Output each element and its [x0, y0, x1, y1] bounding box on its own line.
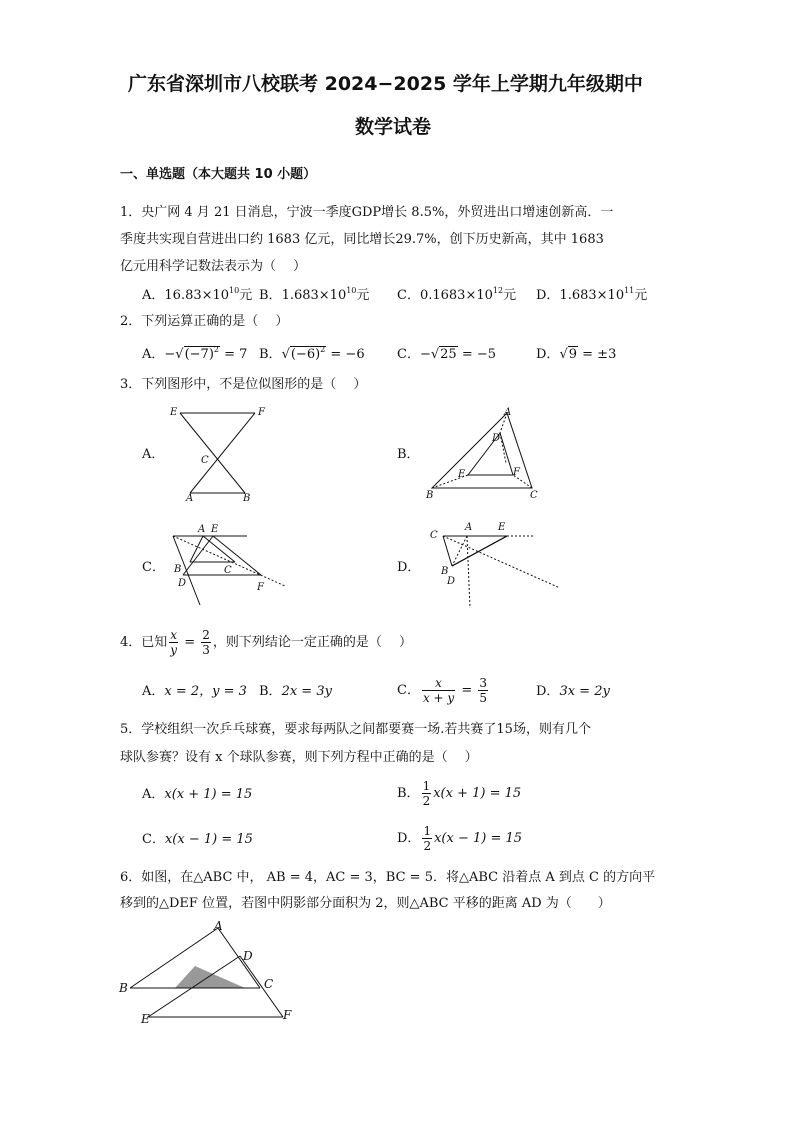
numerator: x	[422, 676, 455, 691]
point-label: A	[186, 493, 194, 503]
sqrt-symbol: √	[175, 347, 184, 362]
point-label: F	[257, 582, 264, 593]
q2-option-c[interactable]	[397, 347, 496, 363]
denominator: y	[170, 643, 178, 657]
q2-option-a[interactable]	[142, 347, 247, 363]
q5-option-d[interactable]	[397, 824, 522, 853]
option-value: x(x + 1) = 15	[433, 786, 522, 801]
shaded-region	[175, 966, 245, 988]
point-label: C	[264, 977, 274, 991]
option-exponent: 11	[624, 286, 635, 295]
radicand-exponent: 2	[213, 345, 219, 354]
equals: =	[457, 683, 477, 698]
fraction	[422, 779, 432, 808]
numerator: 1	[422, 779, 431, 793]
q3-option-d-label[interactable]: D．	[397, 560, 421, 575]
option-label: C．	[397, 683, 420, 698]
radicand-text: (−6)	[290, 347, 321, 362]
point-label: C	[224, 565, 232, 576]
option-result: = −5	[457, 347, 497, 362]
point-label: C	[430, 530, 438, 541]
point-label: F	[283, 1008, 292, 1022]
q3-figure-b	[420, 403, 550, 503]
q3-figure-d	[425, 518, 570, 610]
paper-title-line2: 数学试卷	[355, 116, 432, 138]
q3-option-c-label[interactable]: C．	[142, 560, 165, 575]
radicand-text: (−7)	[184, 347, 214, 362]
option-unit: 元	[503, 288, 517, 303]
option-label: A．	[142, 288, 165, 303]
option-label: A．	[142, 347, 165, 362]
q1-option-d[interactable]	[536, 288, 647, 304]
denominator: 2	[423, 839, 432, 853]
option-label: D．	[397, 831, 421, 846]
sqrt-symbol: √	[430, 347, 440, 362]
option-label: B．	[259, 684, 282, 699]
radicand	[290, 346, 326, 362]
point-label: D	[178, 578, 187, 589]
point-label: E	[141, 1012, 150, 1026]
q3-stem: 3．下列图形中，不是位似图形的是（ ）	[120, 377, 367, 392]
paper-title-line1: 广东省深圳市八校联考 2024−2025 学年上学期九年级期中	[128, 73, 643, 95]
point-label: E	[498, 522, 506, 533]
point-label: D	[243, 949, 253, 963]
option-label: D．	[536, 347, 560, 362]
q2-option-d[interactable]	[536, 347, 616, 363]
equals: =	[180, 635, 200, 650]
point-label: E	[170, 407, 178, 418]
q1-stem-line2: 季度共实现自营进出口约 1683 亿元，同比增长29.7%，创下历史新高，其中 1683	[120, 232, 604, 247]
option-value: x(x − 1) = 15	[164, 832, 253, 847]
stem-text: ，则下列结论一定正确的是（ ）	[212, 635, 413, 650]
q6-stem-line1: 6．如图，在△ABC 中， AB = 4，AC = 3，BC = 5．将△ABC 沿着点 A 到点 C 的方向平	[120, 870, 656, 885]
option-label: D．	[536, 684, 560, 699]
option-label: A．	[142, 684, 165, 699]
denominator: 5	[479, 691, 487, 705]
point-label: D	[492, 433, 501, 444]
radicand: 9	[568, 347, 578, 362]
section-heading: 一、单选题（本大题共 10 小题）	[120, 167, 317, 182]
option-result: = ±3	[578, 347, 617, 362]
option-exponent: 12	[492, 286, 504, 295]
option-value: x = 2，y = 3	[164, 684, 247, 699]
point-label: C	[530, 490, 538, 501]
option-value: 0.1683×10	[419, 288, 493, 303]
q1-option-a[interactable]	[142, 288, 252, 304]
fraction	[422, 824, 432, 853]
numerator: 1	[423, 824, 432, 838]
q1-option-c[interactable]	[397, 288, 516, 304]
option-label: B．	[259, 347, 282, 362]
option-label: C．	[142, 832, 165, 847]
q1-stem-line1: 1．央广网 4 月 21 日消息，宁波一季度GDP增长 8.5%，外贸进出口增速创新高．一	[120, 205, 614, 220]
option-value: 3x = 2y	[559, 684, 610, 699]
option-unit: 元	[634, 288, 648, 303]
fraction	[478, 676, 488, 705]
option-label: C．	[397, 288, 420, 303]
q2-option-b[interactable]	[259, 347, 365, 363]
q4-option-d[interactable]	[536, 684, 610, 700]
q4-option-a[interactable]	[142, 684, 247, 700]
q1-option-b[interactable]	[259, 288, 369, 304]
option-exponent: 10	[346, 286, 357, 295]
option-exponent: 10	[229, 286, 240, 295]
point-label: A	[198, 524, 206, 535]
denominator: 3	[202, 643, 210, 657]
option-value: 1.683×10	[559, 288, 625, 303]
numerator: 2	[202, 628, 210, 642]
sqrt-symbol: √	[281, 347, 290, 362]
point-label: A	[465, 522, 473, 533]
fraction	[201, 628, 211, 657]
q6-figure	[115, 918, 305, 1030]
point-label: B	[426, 490, 434, 501]
q2-stem: 2．下列运算正确的是（ ）	[120, 314, 289, 329]
q4-stem	[120, 628, 412, 657]
numerator: 3	[479, 676, 487, 690]
option-label: B．	[397, 786, 420, 801]
point-label: C	[201, 455, 209, 466]
option-label: A．	[142, 787, 165, 802]
option-unit: 元	[239, 288, 253, 303]
q3-option-b-label[interactable]: B．	[397, 447, 420, 462]
option-result: = −6	[326, 347, 365, 362]
q5-stem-line1: 5．学校组织一次乒乓球赛，要求每两队之间都要赛一场.若共赛了15场，则有几个	[120, 722, 591, 737]
point-label: E	[458, 469, 466, 480]
point-label: E	[211, 524, 219, 535]
point-label: B	[441, 566, 449, 577]
option-value: 1.683×10	[281, 288, 347, 303]
q3-figure-c	[165, 520, 295, 610]
q5-stem-line2: 球队参赛？设有 x 个球队参赛，则下列方程中正确的是（ ）	[120, 750, 478, 765]
radicand-exponent: 2	[320, 345, 326, 354]
point-label: B	[119, 981, 128, 995]
q5-option-a[interactable]	[142, 787, 252, 803]
option-value: x(x − 1) = 15	[434, 831, 523, 846]
sqrt-symbol: √	[559, 347, 568, 362]
fraction	[422, 676, 455, 705]
q3-figure-a	[165, 403, 270, 503]
q4-option-c[interactable]	[397, 676, 490, 705]
point-label: A	[214, 919, 223, 933]
denominator: 2	[422, 794, 431, 808]
option-value: x(x + 1) = 15	[164, 787, 253, 802]
q3-option-a-label[interactable]: A．	[142, 447, 165, 462]
numerator: x	[170, 628, 178, 642]
stem-text: 4．已知	[120, 635, 168, 650]
point-label: A	[504, 407, 512, 418]
point-label: F	[513, 467, 520, 478]
q5-option-b[interactable]	[397, 779, 521, 808]
fraction	[169, 628, 178, 657]
minus-sign: −	[419, 347, 431, 362]
option-value: 2x = 3y	[281, 684, 332, 699]
q5-option-c[interactable]	[142, 832, 253, 848]
option-label: D．	[536, 288, 560, 303]
q4-option-b[interactable]	[259, 684, 332, 700]
point-label: F	[258, 407, 265, 418]
option-result: = 7	[220, 347, 248, 362]
radicand: 25	[440, 347, 457, 362]
option-label: B．	[259, 288, 282, 303]
radicand	[184, 346, 220, 362]
minus-sign: −	[164, 347, 176, 362]
q1-stem-line3: 亿元用科学记数法表示为（ ）	[120, 259, 307, 274]
denominator: x + y	[422, 691, 455, 705]
point-label: B	[243, 493, 251, 503]
point-label: B	[174, 564, 182, 575]
option-value: 16.83×10	[164, 288, 230, 303]
option-label: C．	[397, 347, 420, 362]
option-unit: 元	[356, 288, 370, 303]
point-label: D	[447, 576, 456, 587]
q6-stem-line2: 移到的△DEF 位置，若图中阴影部分面积为 2，则△ABC 平移的距离 AD 为（ ）	[120, 896, 611, 911]
